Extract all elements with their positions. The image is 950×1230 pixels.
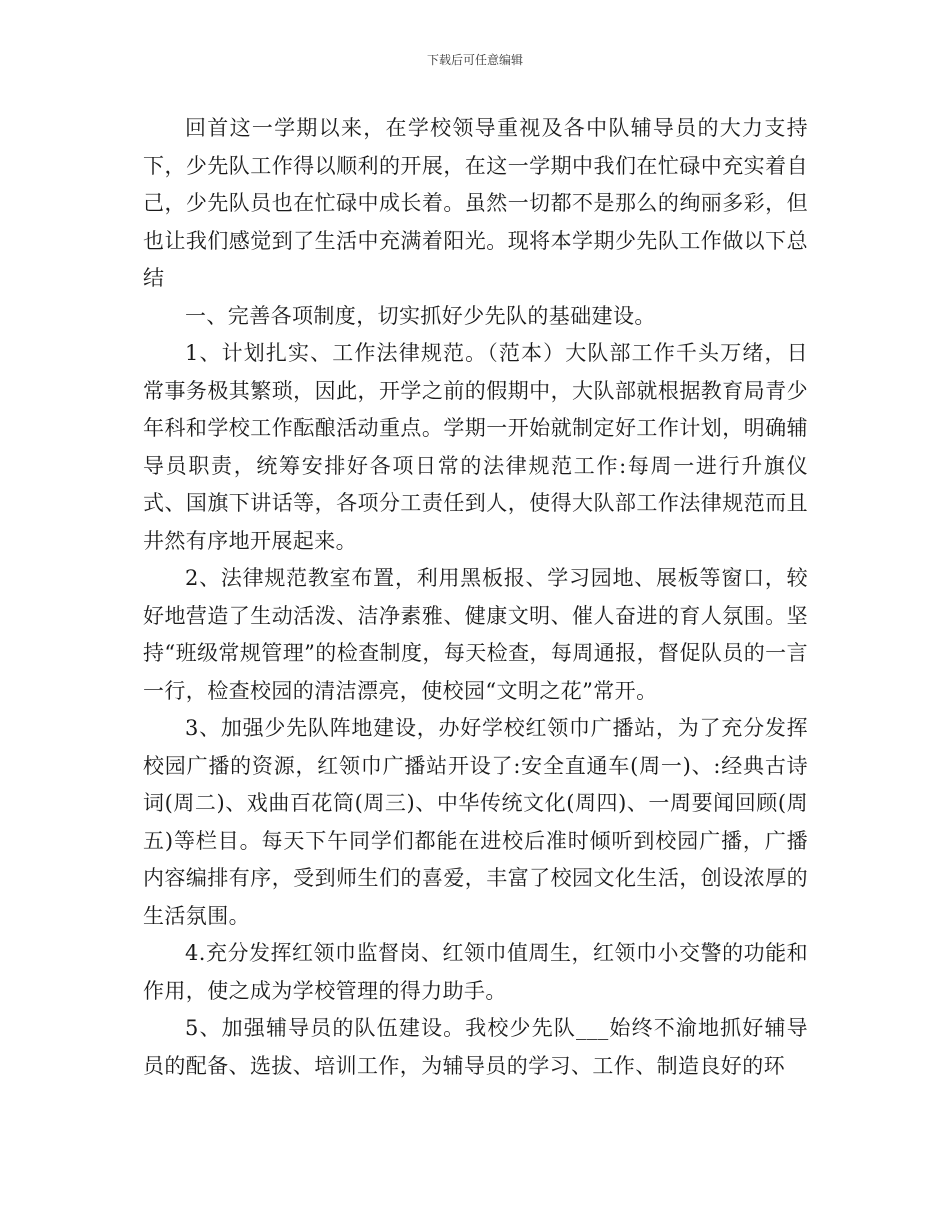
document-body <box>143 110 808 1085</box>
paragraph-item-3: 3、加强少先队阵地建设，办好学校红领巾广播站，为了充分发挥校园广播的资源，红领巾广播站开设了:安全直通车(周一)、:经典古诗词(周二)、戏曲百花筒(周三)、中华传统文化(周四)、一周要闻回顾(周五)等栏目。每天下午同学们都能在进校后准时倾听到校园广播，广播内容编排有序，受到师生们的喜爱，丰富了校园文化生活，创设浓厚的生活氛围。 <box>143 716 808 928</box>
paragraph-intro: 回首这一学期以来，在学校领导重视及各中队辅导员的大力支持下，少先队工作得以顺利的开展，在这一学期中我们在忙碌中充实着自己，少先队员也在忙碌中成长着。虽然一切都不是那么的绚丽多彩，但也让我们感觉到了生活中充满着阳光。现将本学期少先队工作做以下总结 <box>143 116 808 290</box>
paragraph-item-4: 4.充分发挥红领巾监督岗、红领巾值周生，红领巾小交警的功能和作用，使之成为学校管理的得力助手。 <box>143 941 808 1003</box>
paragraph-item-2: 2、法律规范教室布置，利用黑板报、学习园地、展板等窗口，较好地营造了生动活泼、洁净素雅、健康文明、催人奋进的育人氛围。坚持“班级常规管理”的检查制度，每天检查，每周通报，督促队员的一言一行，检查校园的清洁漂亮，使校园“文明之花”常开。 <box>143 566 808 703</box>
paragraph-item-5: 5、加强辅导员的队伍建设。我校少先队___始终不渝地抓好辅导员的配备、选拔、培训工作，为辅导员的学习、工作、制造良好的环 <box>143 1016 808 1078</box>
page-header-note: 下载后可任意编辑 <box>426 53 523 67</box>
section-heading-1: 一、完善各项制度，切实抓好少先队的基础建设。 <box>185 303 656 328</box>
paragraph-item-1: 1、计划扎实、工作法律规范。（范本）大队部工作千头万绪，日常事务极其繁琐，因此，开学之前的假期中，大队部就根据教育局青少年科和学校工作酝酿活动重点。学期一开始就制定好工作计划，明确辅导员职责，统筹安排好各项日常的法律规范工作:每周一进行升旗仪式、国旗下讲话等，各项分工责任到人，使得大队部工作法律规范而且井然有序地开展起来。 <box>143 341 808 553</box>
